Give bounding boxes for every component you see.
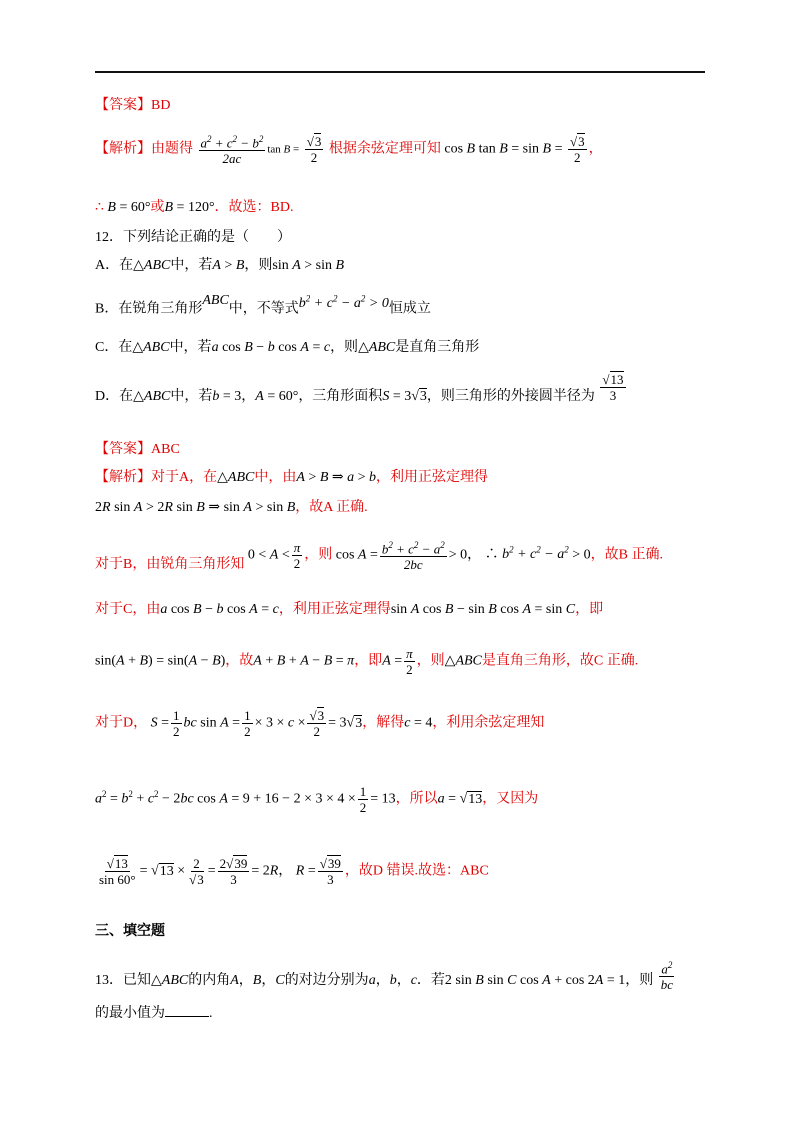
analysis-tag: 【解析】 [95, 141, 151, 157]
q12-answer-line: 【答案】ABC [95, 442, 180, 457]
q12-option-d: D．在△ABC中，若b = 3，A = 60°，三角形面积S = 3√3，则三角形的外接圆半径为 $\frac{√13}{3}$ [95, 372, 624, 404]
q11-conclusion: ∴ B = 60°或B = 120°．故选：BD. [95, 200, 294, 215]
q12-analysis-b: 对于B，由锐角三角形知 0 < A < $\frac{\pi}{2}$ ，则 cos A = $\frac{b^2 + c^2 - a^2}{2bc}$ > 0， ∴ $b^2 + c^2 - a^2 > 0$，故B 正确. [95, 539, 663, 573]
q12-stem: 12．下列结论正确的是（ ） [95, 230, 291, 245]
q13-line1: 13．已知△ABC的内角A，B，C的对边分别为a，b，c．若2 sin B sin C cos A + cos 2A = 1，则 $\frac{a^2}{bc}$ [95, 960, 674, 993]
answer-tag: 【答案】 [95, 98, 151, 113]
q12-analysis-d2: $a^2 = b^2 + c^2 - 2bc$ cos A = 9 + 16 − 2 × 3 × 4 × $\frac{1}{2}$ = 13，所以a = √13，又因为 [95, 784, 539, 815]
q12-option-b: B．在锐角三角形ABC中，不等式$b^2 + c^2 - a^2 > 0$恒成立 [95, 292, 431, 317]
answer-blank[interactable] [165, 1002, 209, 1017]
q12-analysis-c: 对于C，由a cos B − b cos A = c，利用正弦定理得sin A cos B − sin B cos A = sin C，即 [95, 602, 604, 617]
q12-option-a: A．在△ABC中，若A > B，则sin A > sin B [95, 258, 345, 273]
q12-option-c: C．在△ABC中，若a cos B − b cos A = c，则△ABC是直角三角形 [95, 340, 480, 355]
q12-analysis-d3: $\frac{√13}{\sin 60^\circ}$ = √13 × $\frac{2}{√3}$ = $\frac{2√39}{3}$ = 2R， R = $\frac{√39}{3}$ ，故D 错误.故选：ABC [99, 856, 489, 887]
q12-analysis-a: 【解析】对于A，在△ABC中，由A > B ⇒ a > b，利用正弦定理得 [95, 470, 489, 485]
q13-line2: 的最小值为 . [95, 1002, 213, 1024]
q12-analysis-c2: sin(A + B) = sin(A − B)，故A + B + A − B = π，即A = $\frac{\pi}{2}$ ，则△ABC是直角三角形，故C 正确. [95, 646, 639, 677]
q11-answer-line [95, 96, 170, 116]
formula: $\frac{a^2 + c^2 - b^2}{2ac}$ [200, 134, 264, 167]
q12-analysis-a2: 2R sin A > 2R sin B ⇒ sin A > sin B，故A 正确. [95, 500, 368, 515]
header-rule [95, 71, 705, 73]
q12-analysis-d: 对于D， S = $\frac{1}{2}$ bc sin A = $\frac{1}{2}$ × 3 × c × $\frac{√3}{2}$ = 3√3，解得c = 4，利用余弦定理知 [95, 708, 545, 739]
section-title: 三、填空题 [95, 924, 165, 939]
answer-text: BD [151, 98, 171, 113]
q11-analysis-line: 【解析】由题得 $\frac{a^2 + c^2 - b^2}{2ac}$ tan B = $\frac{√3}{2}$ 根据余弦定理可知 cos B tan B = sin B = $\frac{√3}{2}$ ， [95, 133, 603, 167]
